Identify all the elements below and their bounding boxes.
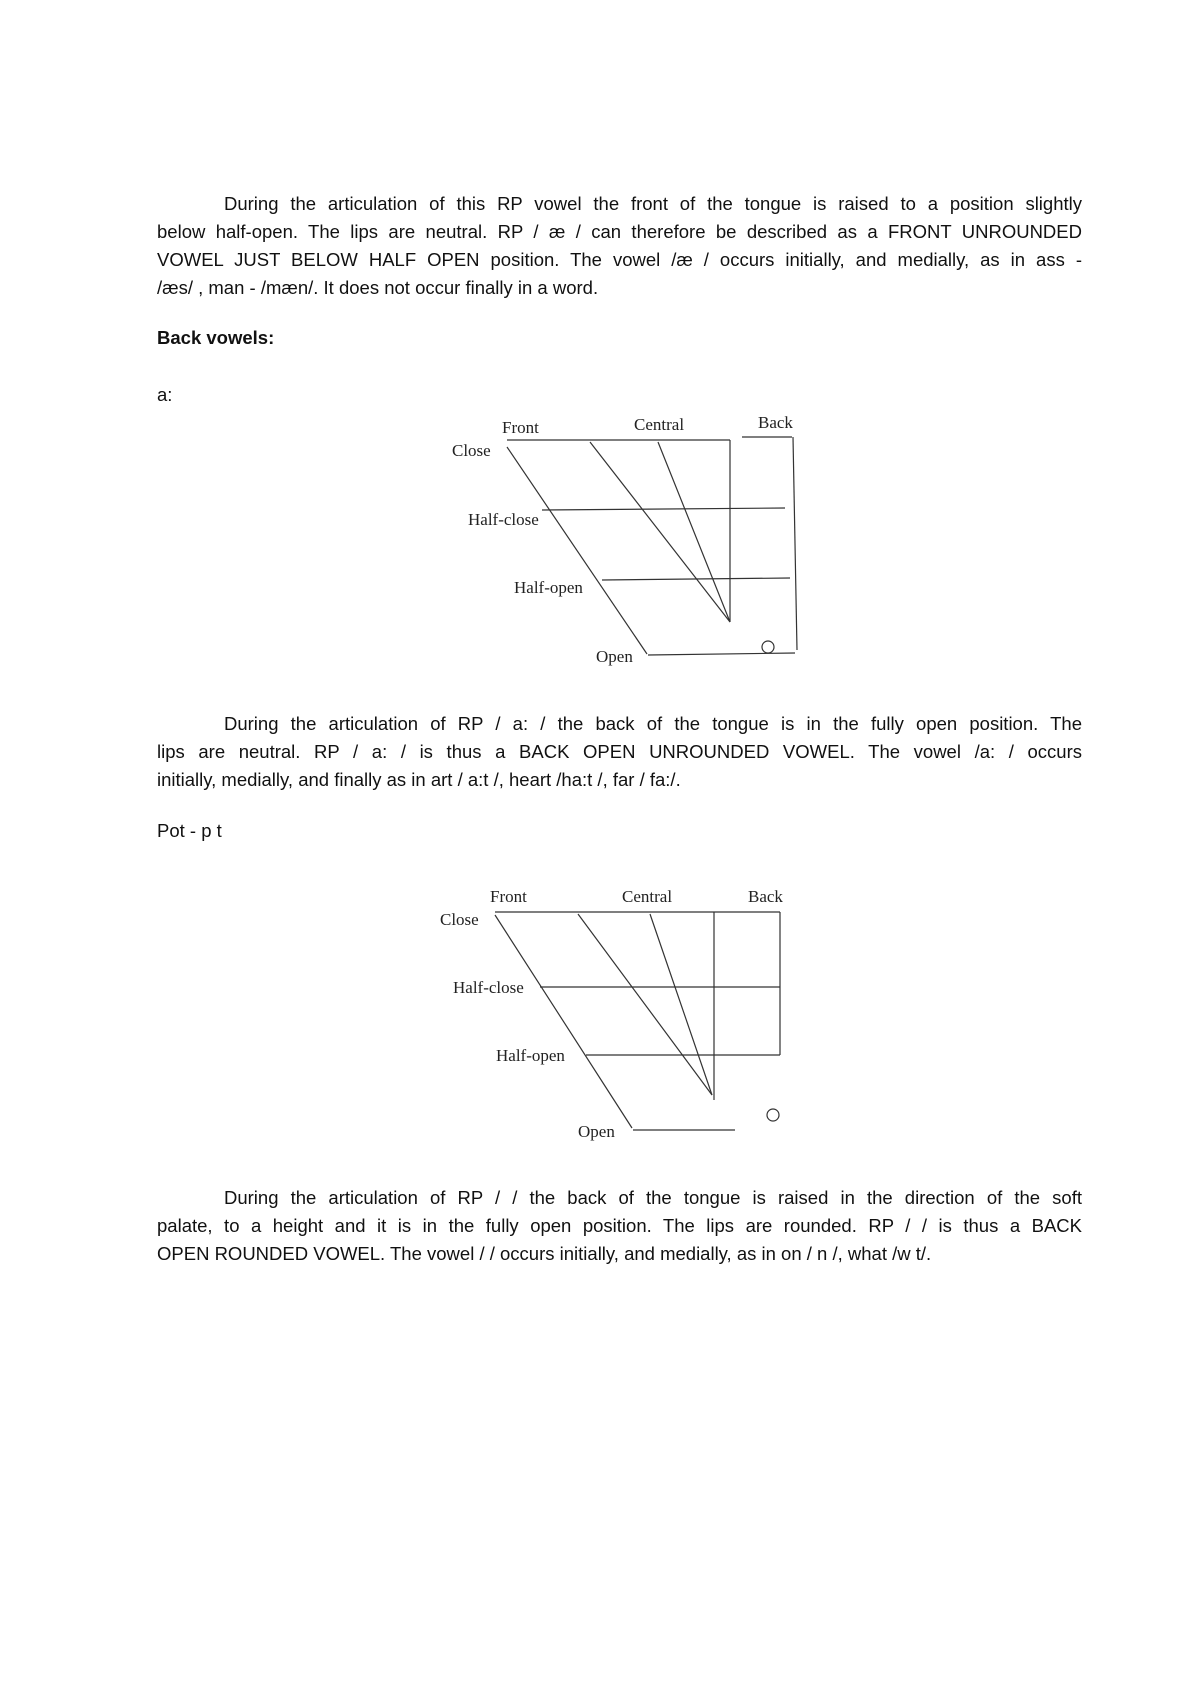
text-line: During the articulation of RP / / the back of the tongue is raised in the direction of the soft bbox=[224, 1187, 1082, 1208]
chart-label-front: Front bbox=[490, 887, 527, 906]
chart-label-half-close: Half-close bbox=[468, 510, 539, 529]
text-line: /æs/ , man - /mæn/. It does not occur finally in a word. bbox=[157, 277, 599, 298]
chart-label-back: Back bbox=[758, 413, 793, 432]
paragraph-ae-description bbox=[157, 190, 1082, 302]
chart-line bbox=[590, 442, 730, 622]
text-line: palate, to a height and it is in the fully open position. The lips are rounded. RP / / is thus a BACK bbox=[157, 1215, 1082, 1236]
text-line: During the articulation of RP / a: / the back of the tongue is in the fully open position. The bbox=[224, 713, 1082, 734]
text-line: VOWEL JUST BELOW HALF OPEN position. The vowel /æ / occurs initially, and medially, as in ass - bbox=[157, 249, 1082, 270]
chart-line bbox=[507, 447, 647, 654]
section-heading-back-vowels: Back vowels: bbox=[157, 327, 275, 348]
chart-line bbox=[650, 914, 712, 1095]
chart-label-open: Open bbox=[596, 647, 633, 666]
text-line: OPEN ROUNDED VOWEL. The vowel / / occurs initially, and medially, as in on / n /, what /w t/. bbox=[157, 1243, 932, 1264]
chart-line bbox=[648, 653, 795, 655]
chart-line bbox=[793, 437, 797, 650]
chart-label-close: Close bbox=[452, 441, 491, 460]
chart-line bbox=[578, 914, 712, 1095]
chart-label-half-open: Half-open bbox=[496, 1046, 565, 1065]
chart-label-half-open: Half-open bbox=[514, 578, 583, 597]
vowel-label-pot: Pot - p t bbox=[157, 820, 222, 841]
vowel-marker-circle bbox=[762, 641, 774, 653]
text-line: During the articulation of this RP vowel the front of the tongue is raised to a position slightly bbox=[224, 193, 1082, 214]
chart-label-front: Front bbox=[502, 418, 539, 437]
paragraph-pot-description bbox=[157, 1184, 1082, 1268]
chart-label-close: Close bbox=[440, 910, 479, 929]
chart-label-back: Back bbox=[748, 887, 783, 906]
vowel-marker-circle bbox=[767, 1109, 779, 1121]
vowel-label-a: a: bbox=[157, 384, 173, 405]
chart-label-central: Central bbox=[634, 415, 685, 434]
chart-line bbox=[658, 442, 730, 622]
text-line: lips are neutral. RP / a: / is thus a BACK OPEN UNROUNDED VOWEL. The vowel /a: / occurs bbox=[157, 741, 1082, 762]
chart-line bbox=[602, 578, 790, 580]
chart-label-central: Central bbox=[622, 887, 673, 906]
text-line: below half-open. The lips are neutral. RP / æ / can therefore be described as a FRONT UNROUNDED bbox=[157, 221, 1082, 242]
chart-line bbox=[495, 915, 632, 1128]
paragraph-a-description bbox=[157, 710, 1082, 794]
chart-line bbox=[542, 508, 785, 510]
chart-label-half-close: Half-close bbox=[453, 978, 524, 997]
chart-label-open: Open bbox=[578, 1122, 615, 1141]
text-line: initially, medially, and finally as in art / a:t /, heart /ha:t /, far / fa:/. bbox=[157, 769, 681, 790]
